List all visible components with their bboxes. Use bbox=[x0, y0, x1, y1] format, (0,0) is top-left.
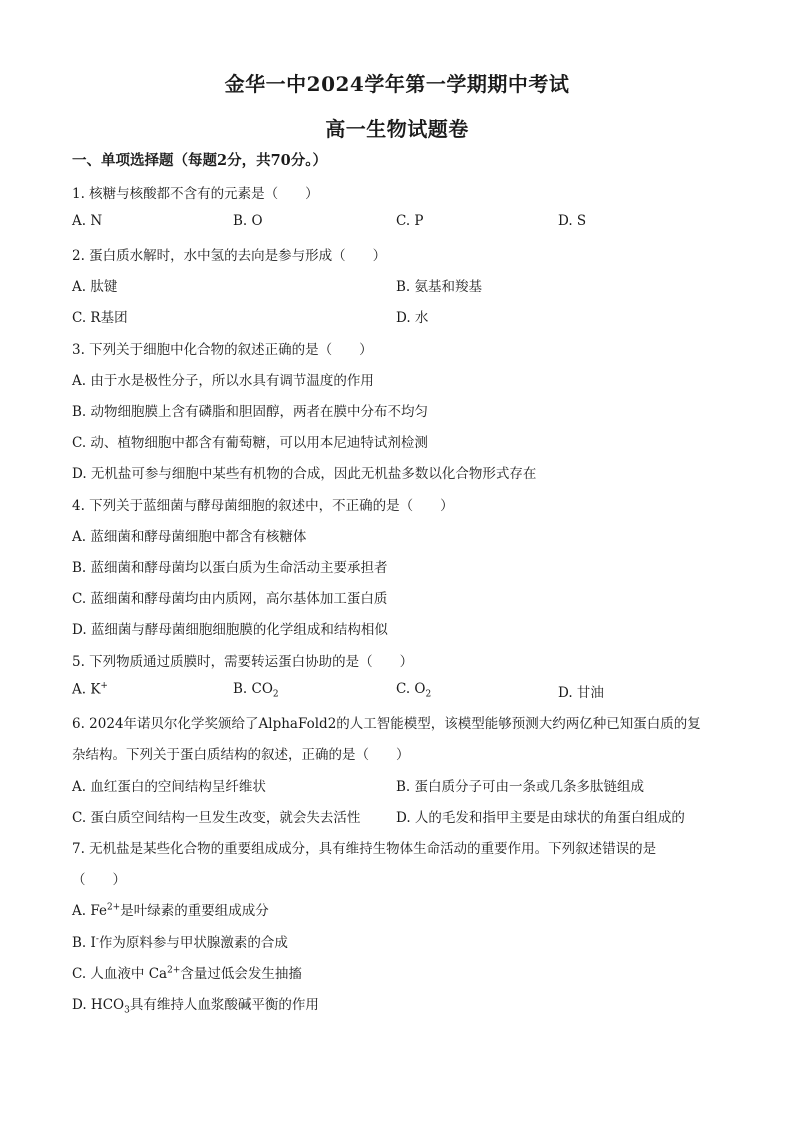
question-5-option-b: B. $CO_2$ bbox=[233, 681, 279, 700]
question-6-option-c: C. 蛋白质空间结构一旦发生改变，就会失去活性 bbox=[72, 810, 361, 826]
question-6-option-a: A. 血红蛋白的空间结构呈纤维状 bbox=[72, 779, 266, 795]
question-7-stem-line-2: （ ） bbox=[72, 872, 126, 888]
question-5-option-d: D. 甘油 bbox=[558, 685, 604, 701]
question-3-option-c: C. 动、植物细胞中都含有葡萄糖，可以用本尼迪特试剂检测 bbox=[72, 435, 428, 451]
question-7-option-a: A. $Fe^{2+}$是叶绿素的重要组成成分 bbox=[72, 902, 269, 919]
question-6-option-b: B. 蛋白质分子可由一条或几条多肽链组成 bbox=[396, 779, 645, 795]
question-7-option-d: D. $HCO_3$具有维持人血浆酸碱平衡的作用 bbox=[72, 997, 319, 1016]
question-1-option-a: A. N bbox=[72, 213, 103, 229]
question-1-option-c: C. P bbox=[396, 213, 424, 229]
question-2-option-a: A. 肽键 bbox=[72, 279, 118, 295]
question-6-stem-line-1: 6. 2024年诺贝尔化学奖颁给了AlphaFold2的人工智能模型，该模型能够预测大约两亿种已知蛋白质的复 bbox=[72, 716, 701, 732]
question-5-option-a: A. K+ bbox=[72, 681, 108, 698]
question-4-option-b: B. 蓝细菌和酵母菌均以蛋白质为生命活动主要承担者 bbox=[72, 560, 388, 576]
question-4-stem: 4. 下列关于蓝细菌与酵母菌细胞的叙述中，不正确的是（ ） bbox=[72, 498, 454, 514]
question-4-option-a: A. 蓝细菌和酵母菌细胞中都含有核糖体 bbox=[72, 529, 307, 545]
question-1-option-b: B. O bbox=[233, 213, 263, 229]
question-2-option-b: B. 氨基和羧基 bbox=[396, 279, 483, 295]
question-3-option-b: B. 动物细胞膜上含有磷脂和胆固醇，两者在膜中分布不均匀 bbox=[72, 404, 429, 420]
question-2-stem: 2. 蛋白质水解时，水中氢的去向是参与形成（ ） bbox=[72, 248, 387, 264]
question-3-option-d: D. 无机盐可参与细胞中某些有机物的合成，因此无机盐多数以化合物形式存在 bbox=[72, 466, 537, 482]
question-5-stem: 5. 下列物质通过质膜时，需要转运蛋白协助的是（ ） bbox=[72, 654, 414, 670]
question-1-option-d: D. S bbox=[558, 213, 587, 229]
question-3-stem: 3. 下列关于细胞中化合物的叙述正确的是（ ） bbox=[72, 342, 373, 358]
question-2-option-d: D. 水 bbox=[396, 310, 429, 326]
question-4-option-d: D. 蓝细菌与酵母菌细胞细胞膜的化学组成和结构相似 bbox=[72, 622, 388, 638]
exam-subtitle: 高一生物试题卷 bbox=[325, 117, 469, 141]
question-7-option-b: B. I-作为原料参与甲状腺激素的合成 bbox=[72, 934, 288, 951]
question-5-option-c: C. $O_2$ bbox=[396, 681, 432, 700]
question-3-option-a: A. 由于水是极性分子，所以水具有调节温度的作用 bbox=[72, 373, 374, 389]
question-6-option-d: D. 人的毛发和指甲主要是由球状的角蛋白组成的 bbox=[396, 810, 685, 826]
exam-title: 金华一中2024学年第一学期期中考试 bbox=[224, 72, 570, 96]
question-7-option-c: C. 人血液中 $Ca^{2+}$含量过低会发生抽搐 bbox=[72, 965, 302, 982]
question-7-stem-line-1: 7. 无机盐是某些化合物的重要组成成分，具有维持生物体生命活动的重要作用。下列叙述错误的是 bbox=[72, 841, 657, 857]
question-1-stem: 1. 核糖与核酸都不含有的元素是（ ） bbox=[72, 186, 319, 202]
question-6-stem-line-2: 杂结构。下列关于蛋白质结构的叙述，正确的是（ ） bbox=[72, 747, 410, 763]
question-4-option-c: C. 蓝细菌和酵母菌均由内质网，高尔基体加工蛋白质 bbox=[72, 591, 388, 607]
section-heading: 一、单项选择题（每题2分，共70分。） bbox=[72, 152, 328, 169]
question-2-option-c: C. R基团 bbox=[72, 310, 128, 326]
